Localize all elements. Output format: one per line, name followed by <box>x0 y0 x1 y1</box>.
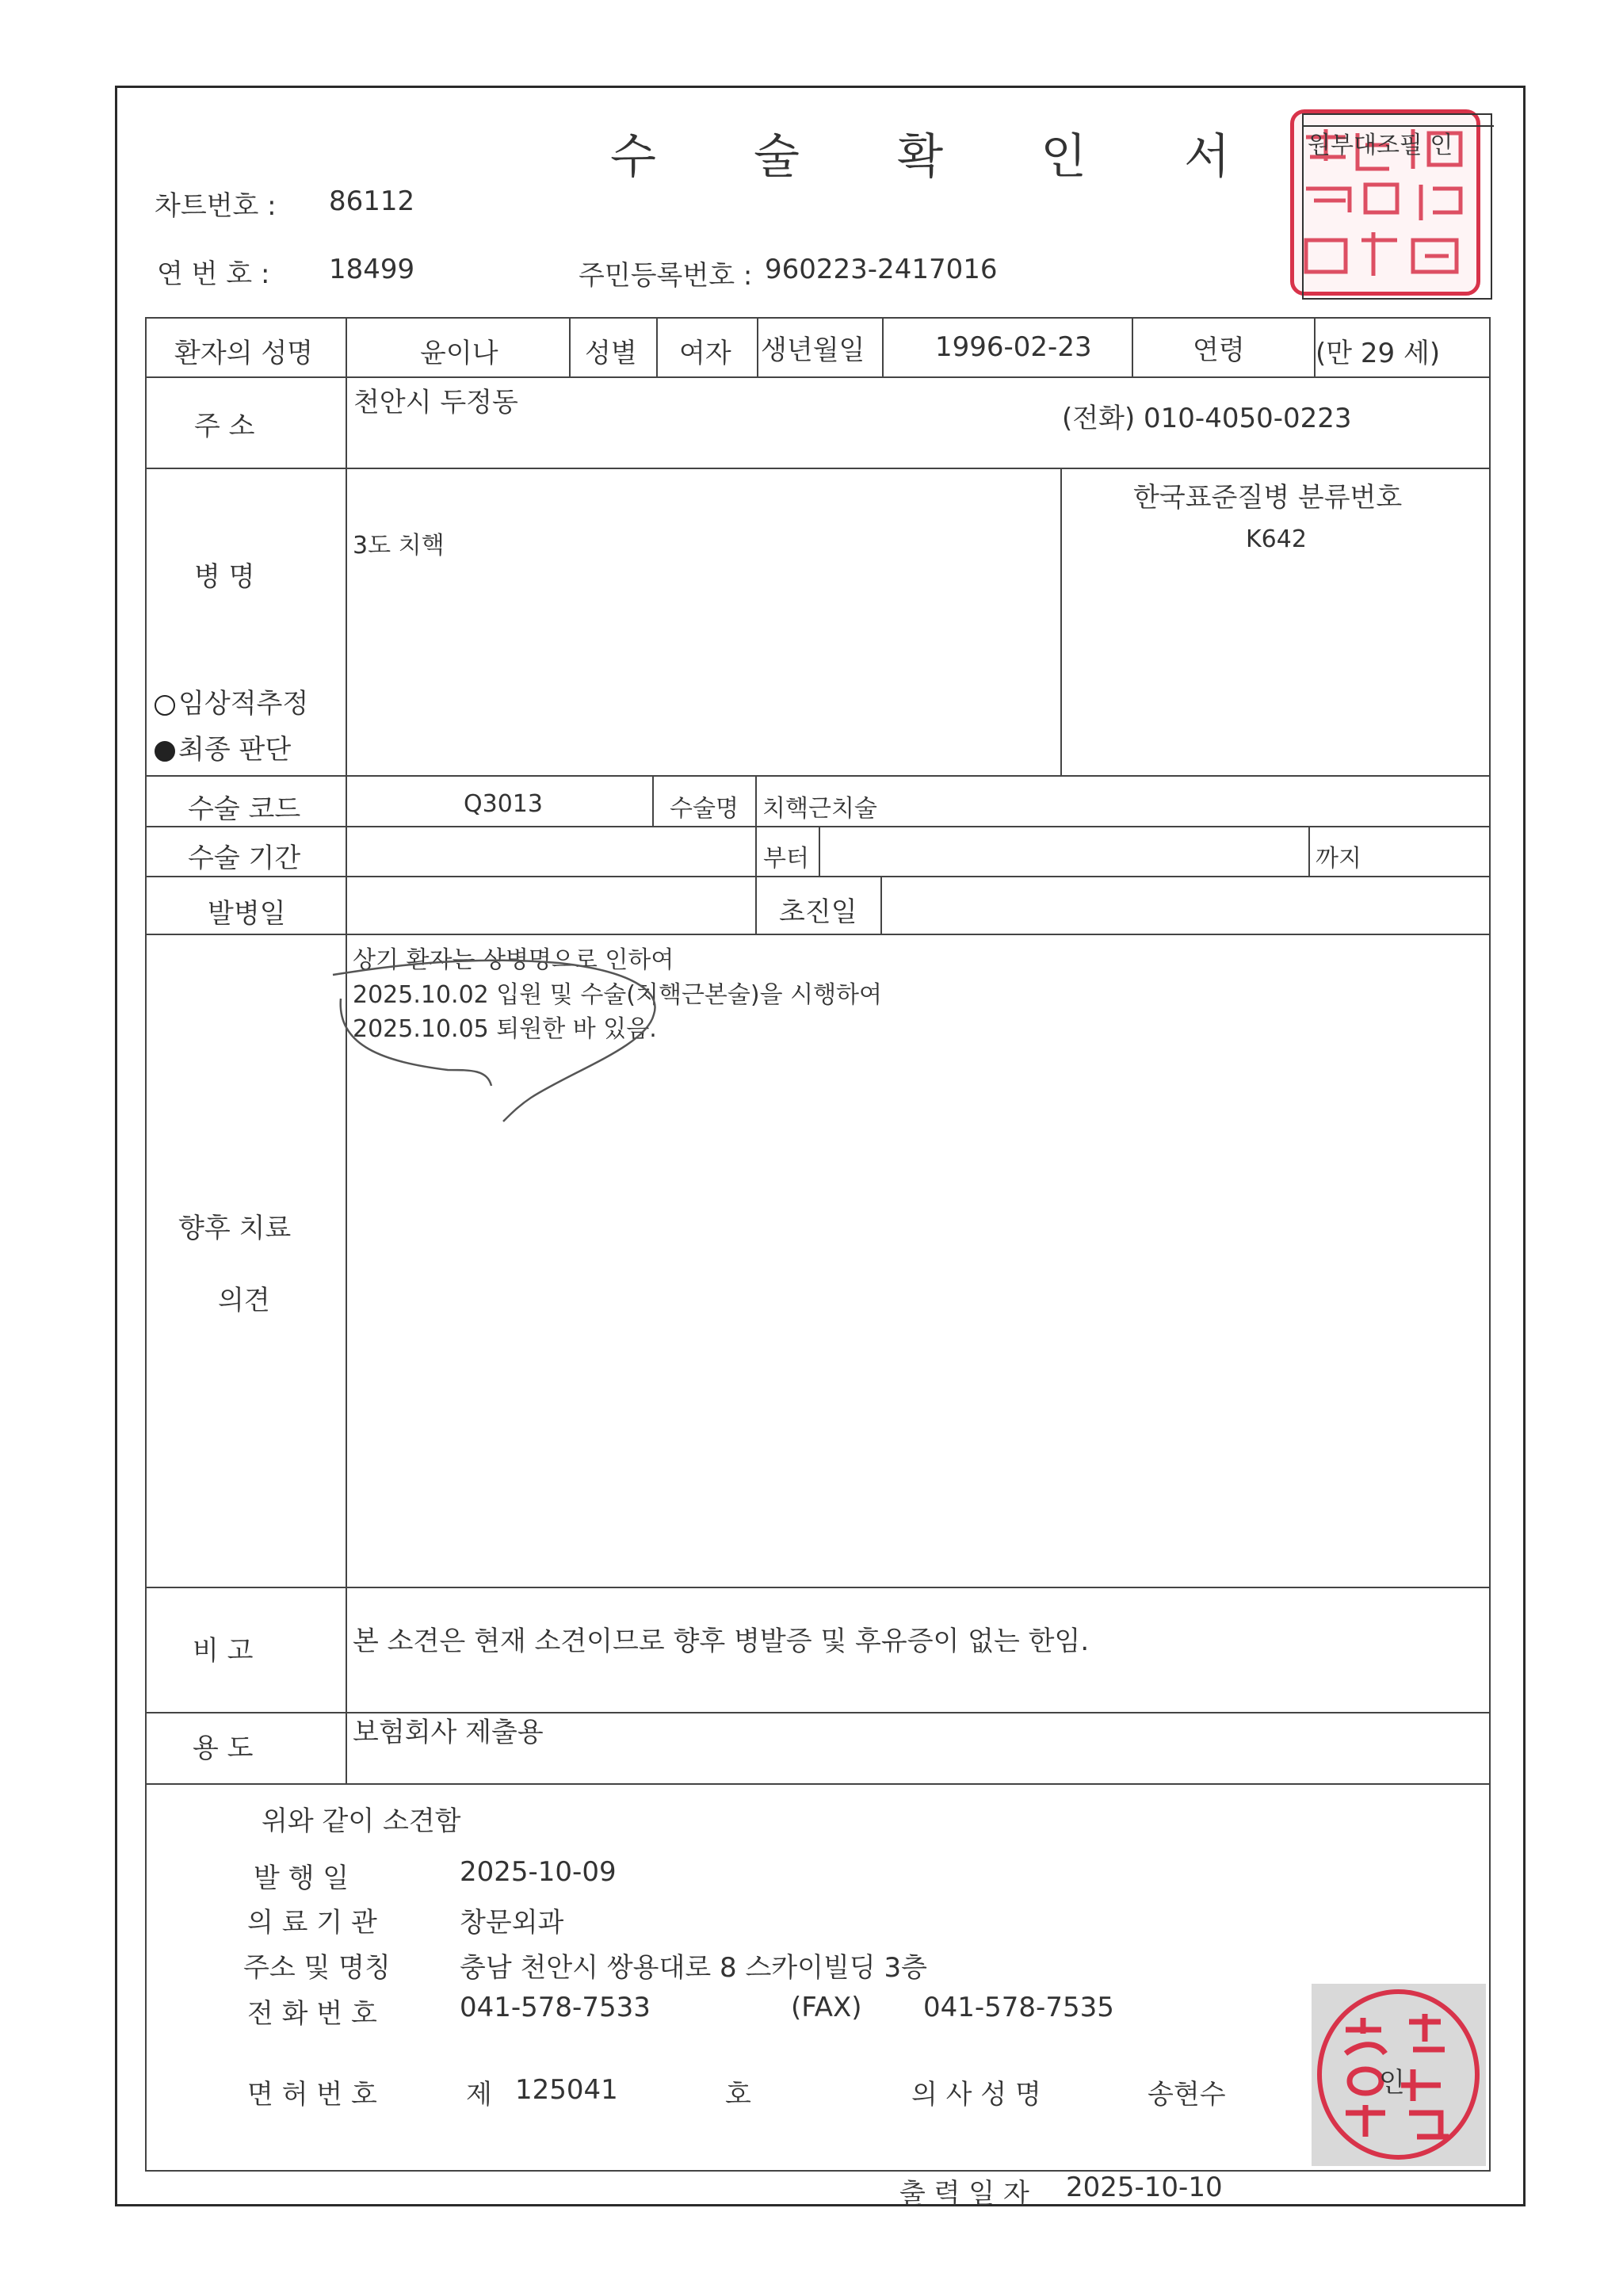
age-value: (만 29 세) <box>1316 338 1441 369</box>
document-title: 수 술 확 인 서 <box>610 129 1272 185</box>
institution-address-label: 주소 및 명칭 <box>243 1952 391 1984</box>
institution-phone: 041-578-7533 <box>460 1992 651 2023</box>
print-date: 2025-10-10 <box>1066 2172 1223 2203</box>
sex-value: 여자 <box>679 338 731 369</box>
remarks-text: 본 소견은 현재 소견이므로 향후 병발증 및 후유증이 없는 한임. <box>353 1626 1090 1657</box>
address-label: 주 소 <box>194 411 255 442</box>
doctor-name-label: 의 사 성 명 <box>911 2079 1041 2111</box>
serial-number-label: 연 번 호 : <box>157 258 270 290</box>
license-number: 125041 <box>515 2074 618 2106</box>
patient-name-label: 환자의 성명 <box>174 338 314 369</box>
institution-name: 창문외과 <box>460 1907 564 1939</box>
onset-label: 발병일 <box>208 898 286 930</box>
serial-number: 18499 <box>329 254 415 285</box>
opinion-label-line-2: 의견 <box>218 1285 270 1316</box>
purpose-text: 보험회사 제출용 <box>353 1717 544 1748</box>
opinion-line-1: 상기 환자는 상병명으로 인하여 <box>353 946 674 974</box>
opinion-line-3: 2025.10.05 퇴원한 바 있음. <box>353 1015 657 1043</box>
clinical-estimate-label: 임상적추정 <box>178 688 309 720</box>
surgery-code: Q3013 <box>464 790 543 818</box>
institution-label: 의 료 기 관 <box>247 1907 377 1939</box>
kcd-label: 한국표준질병 분류번호 <box>1133 482 1403 514</box>
rrn-label: 주민등록번호 : <box>579 260 753 292</box>
fax-number: 041-578-7535 <box>923 1992 1114 2023</box>
clinical-estimate-radio[interactable] <box>155 695 175 716</box>
first-visit-label: 초진일 <box>779 896 857 928</box>
opinion-label-line-1: 향후 치료 <box>178 1213 292 1244</box>
clinical-estimate-option[interactable] <box>155 682 308 720</box>
surgery-period-label: 수술 기간 <box>188 842 301 874</box>
license-label: 면 허 번 호 <box>247 2079 377 2111</box>
institution-address: 충남 천안시 쌍용대로 8 스카이빌딩 3층 <box>460 1952 927 1984</box>
institution-phone-label: 전 화 번 호 <box>247 1998 377 2030</box>
diagnosis-name: 3도 치핵 <box>353 532 445 560</box>
fax-label: (FAX) <box>791 1992 862 2023</box>
surgery-code-label: 수술 코드 <box>188 793 301 825</box>
issuer-statement: 위와 같이 소견함 <box>262 1805 461 1837</box>
dob-label: 생년월일 <box>761 334 865 366</box>
period-to-label: 까지 <box>1316 845 1361 873</box>
stamp-label: 원부대조필 인 <box>1308 132 1453 159</box>
seal-mark: 인 <box>1379 2067 1405 2099</box>
print-date-label: 출 력 일 자 <box>899 2178 1029 2210</box>
doctor-name: 송현수 <box>1148 2079 1226 2111</box>
pen-mark <box>321 951 685 1133</box>
license-prefix: 제 <box>466 2079 492 2111</box>
purpose-label: 용 도 <box>193 1733 254 1764</box>
sex-label: 성별 <box>585 338 637 369</box>
final-judgement-option[interactable] <box>155 728 291 766</box>
address-value: 천안시 두정동 <box>353 387 518 418</box>
rrn-value: 960223-2417016 <box>765 254 998 285</box>
surgery-name: 치핵근치술 <box>762 795 877 823</box>
kcd-code: K642 <box>1246 525 1307 553</box>
phone-value: (전화) 010-4050-0223 <box>1062 403 1352 434</box>
license-suffix: 호 <box>725 2079 751 2111</box>
issue-date: 2025-10-09 <box>460 1856 617 1888</box>
remarks-label: 비 고 <box>193 1635 254 1667</box>
age-label: 연령 <box>1193 334 1245 366</box>
final-judgement-label: 최종 판단 <box>178 734 292 766</box>
surgery-name-label: 수술명 <box>670 795 739 823</box>
final-judgement-radio[interactable] <box>155 741 175 762</box>
patient-name: 윤이나 <box>420 338 498 369</box>
chart-number-label: 차트번호 : <box>155 190 277 222</box>
dob-value: 1996-02-23 <box>935 331 1092 363</box>
opinion-line-2: 2025.10.02 입원 및 수술(치핵근본술)을 시행하여 <box>353 981 883 1009</box>
period-from-label: 부터 <box>763 845 809 873</box>
issue-date-label: 발 행 일 <box>254 1862 349 1894</box>
diagnosis-label: 병 명 <box>194 561 255 593</box>
chart-number: 86112 <box>329 185 415 217</box>
